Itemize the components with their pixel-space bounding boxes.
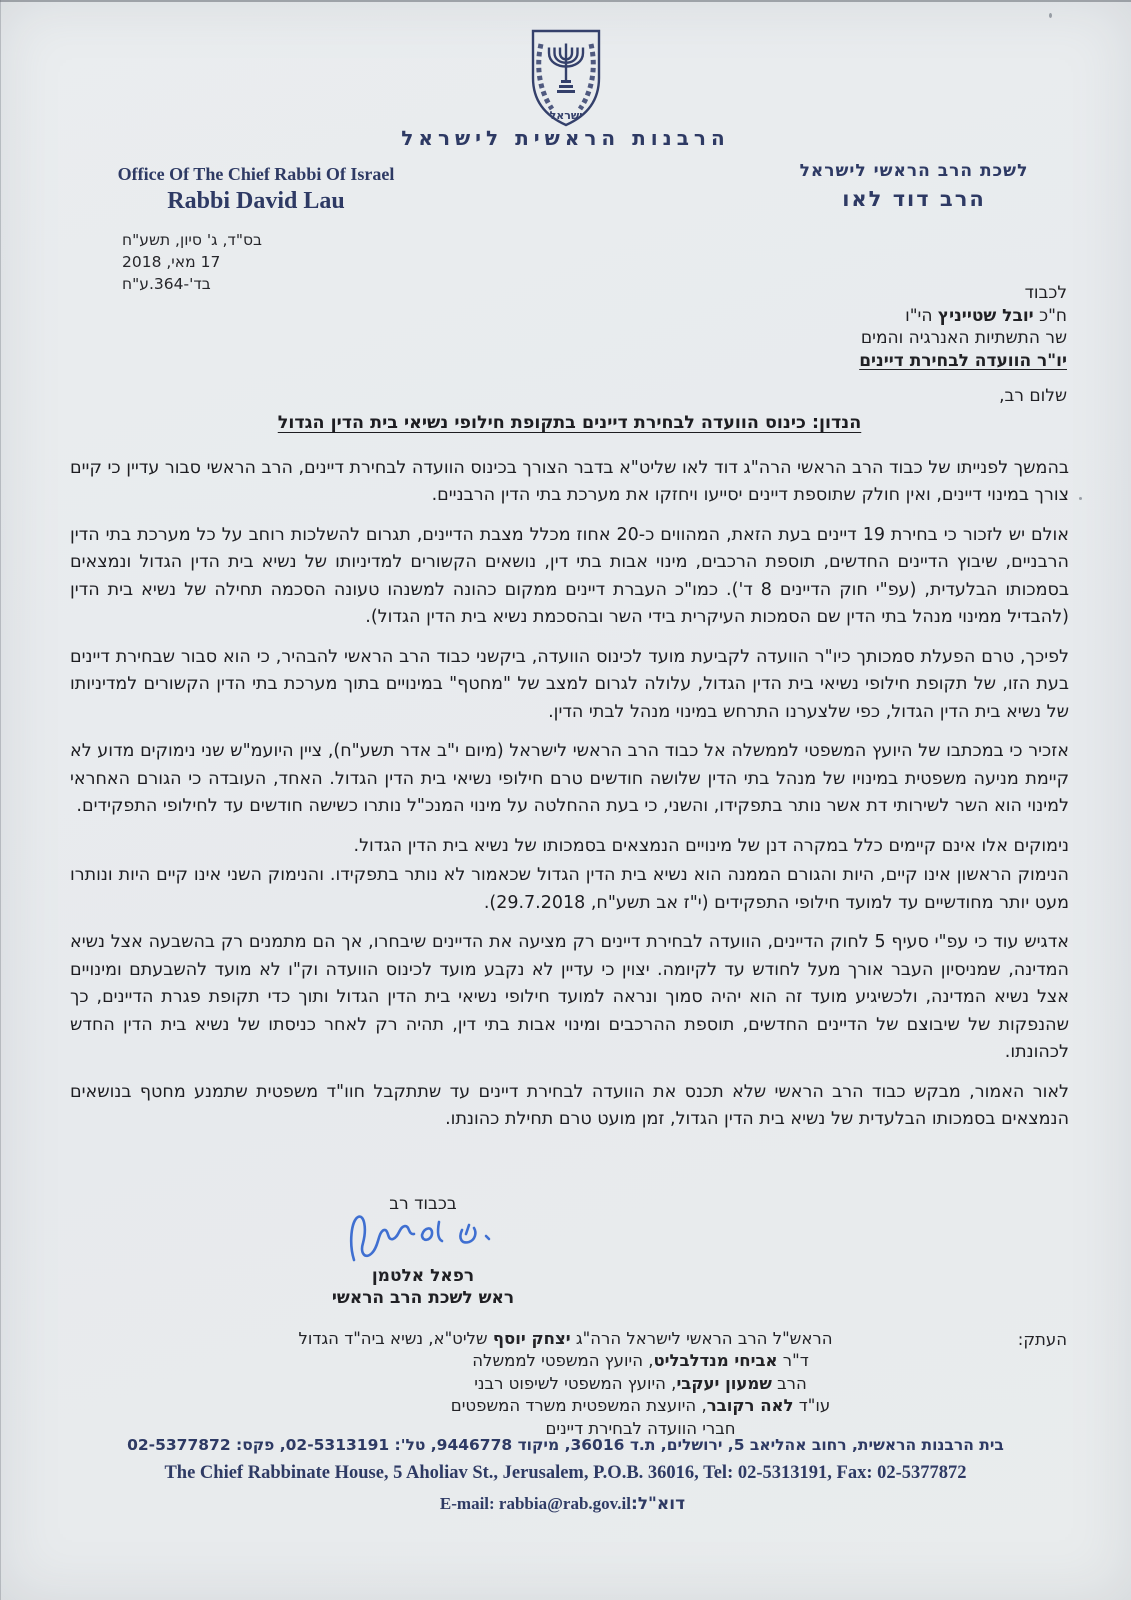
greeting-line: שלום רב, (999, 386, 1067, 406)
paragraph-4: אזכיר כי במכתבו של היועץ המשפטי לממשלה אל כבוד הרב הראשי לישראל (מיום י"ב אדר תשע"ח), ציין היועמ"ש שני נימוקים מדוע לא קיימת מניעה משפטית במינויו של מנהל בתי הדין שלושה חודשים טרם חילופי נשיאי בית הדין הגדול. האחד, העובדה כי הגורם האחראי למינוי הוא השר לשירותי דת אשר נותר בתפקידו, והשני, כי בעת ההחלטה על מינוי המנכ"ל נותרו כשישה חודשים עד לחילופי התפקידים. (70, 741, 1069, 816)
cc-line-1 (40, 1328, 1091, 1350)
paragraph-1: בהמשך לפנייתו של כבוד הרב הראשי הרה"ג דוד לאו שליט"א בדבר הצורך בכינוס הוועדה לבחירת דיינים, הרב הראשי סבור עדיין כי קיים צורך במינוי דיינים, ואין חולק שתוספת דיינים יסייעו ויחזקו את מערכת בתי הדין הרבניים. (70, 457, 1069, 505)
rabbi-name-en: Rabbi David Lau (167, 188, 345, 214)
recipient-role-line: שר התשתיות האנרגיה והמים (860, 328, 1067, 348)
signer-name: רפאל אלטמן (371, 1266, 475, 1286)
rabbinate-org-title: הרבנות הראשית לישראל (401, 126, 730, 150)
emblem-banner-text: ישראל (549, 109, 582, 122)
blue-ink-signature-icon (340, 1208, 500, 1270)
footer-address-hebrew: בית הרבנות הראשית, רחוב אהליאב 5, ירושלים, ת.ד 36016, מיקוד 9446778, טל': 02-5313191, פקס: 02-5377872 (127, 1436, 1004, 1454)
cc-suffix: , היועץ המשפטי לשיפוט רבני (474, 1373, 677, 1393)
office-title-english (88, 164, 424, 215)
office-title-he-line: לשכת הרב הראשי לישראל (799, 161, 1029, 181)
paragraph-2: אולם יש לזכור כי בחירת 19 דיינים בעת הזאת, המהווים כ-20 אחוז מכלל מצבת הדיינים, תגרום להשלכות רוחב על כל מערכת בתי הדין הרבניים, שיבוץ הדיינים החדשים, תוספת הרכבים, מינוי אבות בתי דין, נושאים הקשורים למדיניותו של נשיא בית הדין הגדול ונמצאים בסמכותו הבלעדית, (עפ"י חוק הדיינים 8 ד'). כמו"כ העברת דיינים ממקום כהונה למשנהו טעונה הסכמה תחילה של נשיא בית הדין (להבדיל ממינוי מנהל בתי הדין שם הסמכות העיקרית בידי השר ובהסכמת נשיא בית הדין הגדול). (70, 524, 1070, 627)
signature-block (278, 1194, 568, 1308)
cc-line-2 (190, 1350, 1091, 1372)
paragraph-6: הנימוק הראשון אינו קיים, היות והגורם הממנה הוא נשיא בית הדין הגדול שכאמור לא נותר בתפקידו. והנימוק השני אינו קיים היות ונותרו מעט יותר מחודשיים עד למועד חילופי התפקידים (י"ז אב תשע"ח, 29.7.2018). (70, 865, 1069, 913)
signer-title: ראש לשכת הרב הראשי (331, 1288, 515, 1308)
letter-body (70, 410, 1069, 1146)
cc-name: שמעון יעקבי (676, 1373, 772, 1393)
paragraph-5: נימוקים אלו אינם קיימים כלל במקרה דנן של מינויים הנמצאים בסמכותו של נשיא בית הדין הגדול. (353, 835, 1069, 856)
recipient-name-line (859, 305, 1067, 328)
date-reference-block (122, 229, 262, 295)
office-title-hebrew (761, 161, 1067, 211)
cc-block (40, 1328, 1091, 1440)
recipient-committee-line: יו"ר הוועדה לבחירת דיינים (859, 350, 1067, 371)
hebrew-date-line: בס"ד, ג' סיון, תשע"ח (122, 231, 262, 249)
cc-line-3 (190, 1373, 1091, 1395)
cc-name: יצחק יוסף (492, 1329, 571, 1348)
scan-artifact (1079, 497, 1082, 500)
rabbi-name-he: הרב דוד לאו (842, 187, 986, 211)
cc-rest (190, 1350, 1091, 1440)
email-label-hebrew: דוא"ל: (630, 1494, 686, 1514)
mk-suffix: הי"ו (905, 305, 938, 326)
cc-suffix: , היועצת המשפטית משרד המשפטים (450, 1396, 707, 1416)
to-label: לכבוד (1024, 283, 1067, 303)
letterhead-footer (0, 1436, 1131, 1514)
cc-suffix: , היועץ המשפטי לממשלה (472, 1351, 654, 1371)
cc-label: העתק: (1017, 1330, 1067, 1349)
cc-line-4 (190, 1395, 1091, 1417)
closing-line: בכבוד רב (389, 1194, 457, 1214)
footer-email-line (0, 1494, 1131, 1514)
cc-prefix: עו"ד (793, 1396, 831, 1416)
paragraph-3: לפיכך, טרם הפעלת סמכותך כיו"ר הוועדה לקביעת מועד לכינוס הוועדה, ביקשני כבוד הרב הראשי להבהיר, כי הוא סבור שבחירת דיינים בעת הזו, של תקופת חילופי נשיאי בית הדין הגדול, עלולה לגרום למצב של "מחטף" במינויים בתוך מערכת בתי הדין הקשורים למדיניותו של נשיא בית הדין הגדול, כפי שלצערנו התרחש במינוי מנהל לבתי הדין. (70, 646, 1069, 722)
cc-prefix: ד"ר (777, 1351, 809, 1371)
cc-name: אביחי מנדלבליט (653, 1351, 778, 1371)
scan-artifact (1049, 13, 1052, 18)
mk-prefix: ח"כ (1033, 305, 1067, 326)
cc-suffix: שליט"א, נשיא ביה"ד הגדול (298, 1329, 493, 1348)
recipient-block (859, 282, 1067, 408)
footer-address-english: The Chief Rabbinate House, 5 Aholiav St., Jerusalem, P.O.B. 36016, Tel: 02-5313191, Fax: 02-5377872 (164, 1463, 967, 1483)
cc-name: לאה רקובר (706, 1396, 794, 1416)
file-reference-line: בד'-364.ע"ח (122, 275, 211, 293)
subject-line (70, 410, 1069, 438)
cc-suffix: חברי הוועדה לבחירת דיינים (545, 1418, 736, 1438)
email-address: E-mail: rabbia@rab.gov.il (439, 1494, 631, 1513)
paragraph-8: לאור האמור, מבקש כבוד הרב הראשי שלא תכנס את הוועדה לבחירת דיינים עד שתתקבל חוו"ד משפטית שתמנע מחטף בנושאים הנמצאים בסמכותו הבלעדית של נשיא בית הדין הגדול, זמן מועט טרם תחילת כהונתו. (70, 1081, 1069, 1129)
cc-prefix: הראש"ל הרב הראשי לישראל הרה"ג (570, 1329, 833, 1348)
subject-text: הנדון: כינוס הוועדה לבחירת דיינים בתקופת חילופי נשיאי בית הדין הגדול (277, 413, 862, 433)
recipient-name: יובל שטייניץ (937, 305, 1034, 326)
paragraph-7: אדגיש עוד כי עפ"י סעיף 5 לחוק הדיינים, הוועדה לבחירת דיינים רק מציעה את הדיינים שיבחרו, אך הם מתמנים רק בהשבעה אצל נשיא המדינה, שמניסיון העבר אורך מעל לחודש עד לקיומה. יצוין כי עדיין לא נקבע מועד לכינוס הוועדה וק"ו לא מועד להשבעתם ומינויים אצל נשיא המדינה, ולכשיגיע מועד זה הוא יהיה סמוך ונראה למועד חילופי נשיאי בית הדין הגדול ותוך כדי תקופת פגרת הדיינים, כך שהנפקות של שיבוצם של הדיינים החדשים, תוספת ההרכבים ומינוי אבות בתי דין, תהיה רק לאחר כניסתו של נשיא בית הדין החדש לכהונתו. (70, 932, 1069, 1062)
gregorian-date-line: 17 מאי, 2018 (122, 253, 221, 271)
israel-state-emblem-menorah-icon (518, 26, 614, 130)
cc-prefix: הרב (771, 1373, 807, 1393)
office-title-en-line: Office Of The Chief Rabbi Of Israel (117, 164, 395, 184)
